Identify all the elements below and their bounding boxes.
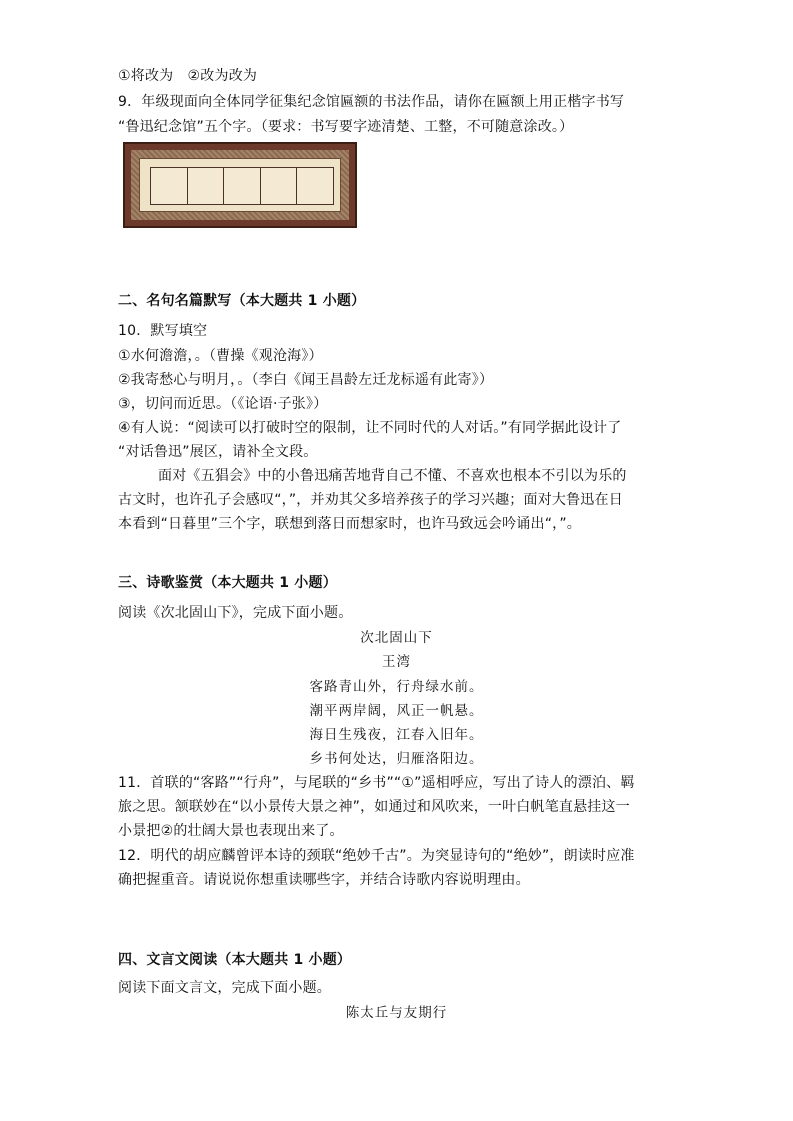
section3-intro: 阅读《次北固山下》，完成下面小题。 xyxy=(118,605,353,621)
q10-para-line1: 面对《五猖会》中的小鲁迅痛苦地背自己不懂、不喜欢也根本不引以为乐的 xyxy=(158,468,627,484)
section2-heading: 二、名句名篇默写（本大题共 1 小题） xyxy=(118,293,366,309)
plaque-frame xyxy=(123,142,357,228)
q11-line3: 小景把②的壮阔大景也表现出来了。 xyxy=(118,823,344,839)
poem-line-1: 客路青山外，行舟绿水前。 xyxy=(309,679,484,695)
q10-para-line2: 古文时，也许孔子会感叹“，”，并劝其父多培养孩子的学习兴趣；面对大鲁迅在日 xyxy=(118,492,623,508)
plaque-inner xyxy=(139,158,341,212)
poem-title: 次北固山下 xyxy=(360,630,433,646)
plaque-cells xyxy=(150,167,334,203)
q9-line2: “鲁迅纪念馆”五个字。（要求：书写要字迹清楚、工整，不可随意涂改。） xyxy=(118,119,574,135)
q10-item2: ②我寄愁心与明月，。（李白《闻王昌龄左迁龙标遥有此寄》） xyxy=(118,372,494,388)
q10-item4-line2: “对话鲁迅”展区，请补全文段。 xyxy=(118,444,318,460)
section3-heading: 三、诗歌鉴赏（本大题共 1 小题） xyxy=(118,575,337,591)
q11-line2: 旅之思。颔联妙在“以小景传大景之神”，如通过和风吹来，一叶白帆笔直悬挂这一 xyxy=(118,799,630,815)
poem-line-4: 乡书何处达，归雁洛阳边。 xyxy=(309,751,484,767)
q10-title: 10．默写填空 xyxy=(118,323,208,339)
section4-heading: 四、文言文阅读（本大题共 1 小题） xyxy=(118,952,352,968)
q8-options: ①将改为 ②改为改为 xyxy=(118,68,258,84)
wenyan-title: 陈太丘与友期行 xyxy=(345,1005,448,1021)
poem-line-2: 潮平两岸阔，风正一帆悬。 xyxy=(309,703,484,719)
writing-cell-3[interactable] xyxy=(223,167,261,205)
q10-para-line3: 本看到“日暮里”三个字，联想到落日而想家时，也许马致远会吟诵出“，”。 xyxy=(118,516,582,532)
poem-line-3: 海日生残夜，江春入旧年。 xyxy=(309,727,484,743)
q11-line1: 11．首联的“客路”“行舟”，与尾联的“乡书”“①”遥相呼应，写出了诗人的漂泊、羁 xyxy=(118,775,635,791)
q9-line1: 9．年级现面向全体同学征集纪念馆匾额的书法作品，请你在匾额上用正楷字书写 xyxy=(118,94,625,110)
q10-item3: ③，切问而近思。（《论语·子张》） xyxy=(118,396,328,412)
q10-item1: ①水何澹澹，。（曹操《观沧海》） xyxy=(118,348,323,364)
writing-cell-4[interactable] xyxy=(260,167,298,205)
q12-line2: 确把握重音。请说说你想重读哪些字，并结合诗歌内容说明理由。 xyxy=(118,872,530,888)
writing-cell-5[interactable] xyxy=(296,167,334,205)
poem-author: 王湾 xyxy=(382,654,411,670)
writing-cell-2[interactable] xyxy=(187,167,225,205)
q10-item4-line1: ④有人说：“阅读可以打破时空的限制，让不同时代的人对话。”有同学据此设计了 xyxy=(118,420,622,436)
section4-intro: 阅读下面文言文，完成下面小题。 xyxy=(118,980,331,996)
writing-cell-1[interactable] xyxy=(150,167,188,205)
q12-line1: 12．明代的胡应麟曾评本诗的颈联“绝妙千古”。为突显诗句的“绝妙”，朗读时应准 xyxy=(118,848,635,864)
